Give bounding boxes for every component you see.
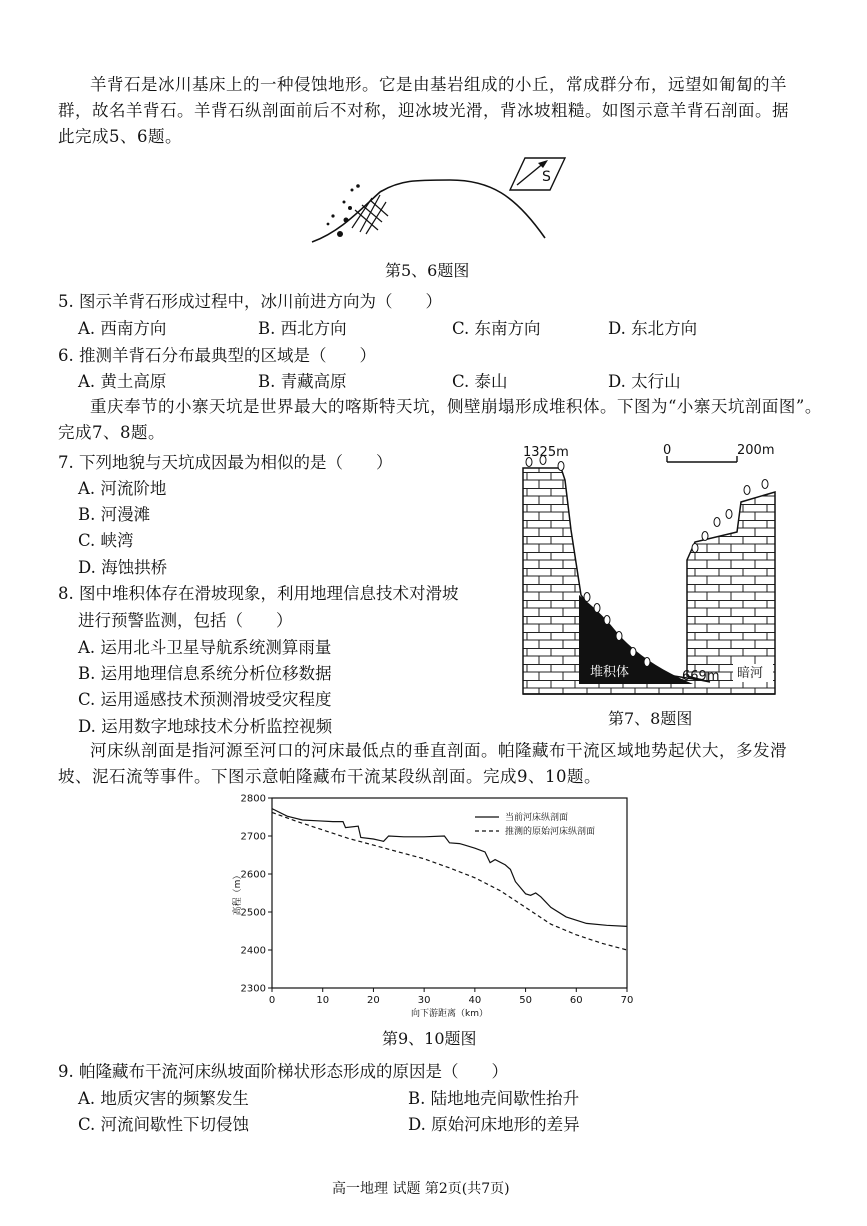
passage-line: 羊背石是冰川基床上的一种侵蚀地形。它是由基岩组成的小丘，常成群分布，远望如匍匐的羊: [90, 75, 787, 94]
q8-option-a[interactable]: A. 运用北斗卫星导航系统测算雨量: [78, 638, 332, 657]
passage-line: 重庆奉节的小寨天坑是世界最大的喀斯特天坑，侧壁崩塌形成堆积体。下图为“小寨天坑剖面图”。: [90, 397, 822, 416]
x-axis-label: 向下游距离（km）: [411, 1009, 488, 1019]
q6-option-d[interactable]: D. 太行山: [608, 372, 681, 391]
passage-line: 此完成5、6题。: [58, 127, 182, 146]
underground-river-label: 暗河: [737, 666, 764, 681]
figure-caption-5-6: 第5、6题图: [385, 261, 470, 280]
q9-option-c[interactable]: C. 河流间歇性下切侵蚀: [78, 1115, 250, 1134]
figure-caption-7-8: 第7、8题图: [608, 709, 693, 728]
x-tick-label: 60: [569, 995, 583, 1006]
q5-option-b[interactable]: B. 西北方向: [258, 319, 347, 338]
river-profile-chart: [230, 790, 640, 1028]
q9-option-b[interactable]: B. 陆地地壳间歇性抬升: [408, 1089, 580, 1108]
question-8-stem-cont: 进行预警监测，包括（ ）: [78, 611, 293, 630]
legend-label: 推测的原始河床纵剖面: [505, 827, 596, 837]
q6-option-c[interactable]: C. 泰山: [452, 372, 508, 391]
question-7-stem: 7. 下列地貌与天坑成因最为相似的是（ ）: [58, 453, 393, 472]
y-tick-label: 2700: [240, 831, 266, 843]
sinkhole-profile-figure: [515, 440, 785, 702]
y-tick-label: 2800: [240, 793, 266, 805]
q7-option-d[interactable]: D. 海蚀拱桥: [78, 558, 168, 577]
scale-bar: [663, 443, 774, 462]
passage-line: 河床纵剖面是指河源至河口的河床最低点的垂直剖面。帕隆藏布干流区域地势起伏大，多发滑: [90, 741, 787, 760]
question-6-stem: 6. 推测羊背石分布最典型的区域是（ ）: [58, 346, 376, 365]
passage-line: 群，故名羊背石。羊背石纵剖面前后不对称，迎冰坡光滑，背冰坡粗糙。如图示意羊背石剖面。据: [58, 101, 789, 120]
scale-length-label: 200m: [737, 443, 775, 458]
x-tick-label: 30: [417, 995, 431, 1006]
q9-option-d[interactable]: D. 原始河床地形的差异: [408, 1115, 580, 1134]
passage-5-6: [58, 72, 828, 150]
x-tick-label: 40: [468, 995, 482, 1006]
q8-option-b[interactable]: B. 运用地理信息系统分析位移数据: [78, 664, 332, 683]
passage-9-10: [58, 738, 838, 790]
y-axis-label: 高程（m）: [233, 870, 243, 916]
q8-option-d[interactable]: D. 运用数字地球技术分析监控视频: [78, 717, 333, 736]
deposit-label: 堆积体: [590, 665, 630, 680]
x-tick-label: 0: [268, 995, 276, 1006]
page-footer: 高一地理 试题 第2页(共7页): [332, 1181, 510, 1197]
question-8-stem: 8. 图中堆积体存在滑坡现象，利用地理信息技术对滑坡: [58, 584, 459, 603]
compass-label: S: [542, 169, 551, 185]
q6-option-a[interactable]: A. 黄土高原: [78, 372, 167, 391]
compass-icon: [510, 158, 565, 190]
passage-line: 完成7、8题。: [58, 423, 165, 442]
question-5-stem: 5. 图示羊背石形成过程中，冰川前进方向为（ ）: [58, 292, 442, 311]
passage-7-8: [58, 394, 838, 446]
q5-option-c[interactable]: C. 东南方向: [452, 319, 541, 338]
rough-slope-hatching: [352, 195, 388, 234]
q9-option-a[interactable]: A. 地质灾害的频繁发生: [78, 1089, 249, 1108]
roche-moutonnee-figure: [300, 150, 570, 250]
x-tick-label: 70: [620, 995, 634, 1006]
x-tick-label: 10: [316, 995, 330, 1006]
figure-caption-9-10: 第9、10题图: [382, 1029, 477, 1048]
top-elevation-label: 1325m: [523, 445, 569, 460]
scale-zero-label: 0: [663, 443, 672, 458]
q5-option-d[interactable]: D. 东北方向: [608, 319, 698, 338]
y-tick-label: 2400: [240, 945, 266, 957]
q8-option-c[interactable]: C. 运用遥感技术预测滑坡受灾程度: [78, 690, 332, 709]
x-tick-label: 50: [519, 995, 532, 1006]
q7-option-b[interactable]: B. 河漫滩: [78, 505, 151, 524]
legend-label: 当前河床纵剖面: [505, 813, 569, 823]
y-tick-label: 2600: [240, 869, 266, 881]
q7-option-c[interactable]: C. 峡湾: [78, 531, 134, 550]
passage-line: 坡、泥石流等事件。下图示意帕隆藏布干流某段纵剖面。完成9、10题。: [58, 767, 601, 786]
question-9-stem: 9. 帕隆藏布干流河床纵坡面阶梯状形态形成的原因是（ ）: [58, 1062, 508, 1081]
bottom-elevation-label: 669m: [682, 669, 720, 684]
y-tick-label: 2300: [240, 983, 266, 995]
x-tick-label: 20: [367, 995, 380, 1006]
q6-option-b[interactable]: B. 青藏高原: [258, 372, 347, 391]
y-tick-label: 2500: [240, 907, 266, 919]
q5-option-a[interactable]: A. 西南方向: [78, 319, 167, 338]
q7-option-a[interactable]: A. 河流阶地: [78, 479, 167, 498]
